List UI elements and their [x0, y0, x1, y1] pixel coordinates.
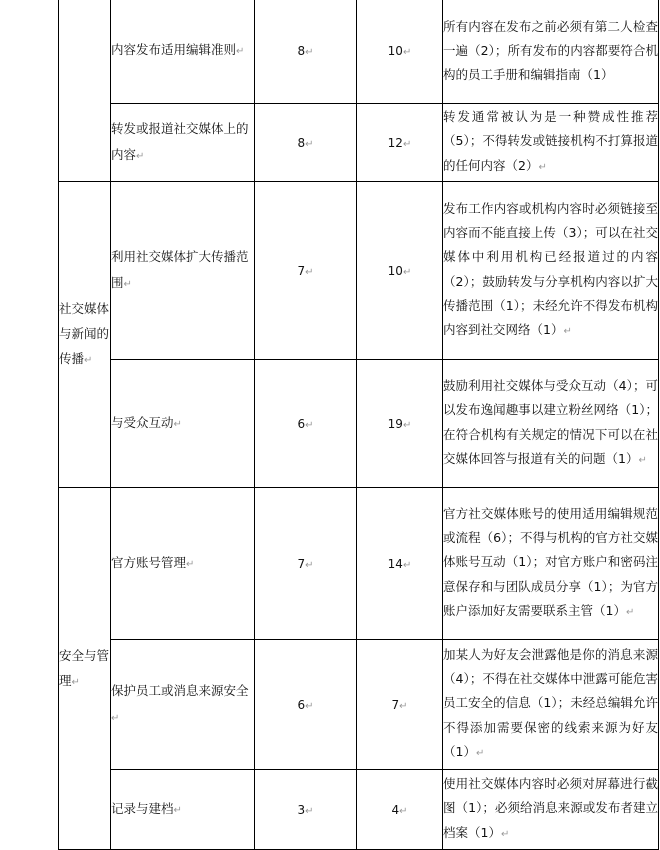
- total-cell: 10↵: [357, 0, 443, 104]
- count-cell: 8↵: [255, 0, 357, 104]
- description-cell: 转发通常被认为是一种赞成性推荐（5）；不得转发或链接机构不打算报道的任何内容（2）↵: [443, 104, 659, 182]
- count-cell: 6↵: [255, 640, 357, 770]
- policy-table: [58, 0, 659, 850]
- description-cell: 发布工作内容或机构内容时必须链接至内容而不能直接上传（3）；可以在社交媒体中利用机构已经报道过的内容（2）；鼓励转发与分享机构内容以扩大传播范围（1）；未经允许不得发布机构内容到社交网络（1）↵: [443, 182, 659, 360]
- description-cell: 官方社交媒体账号的使用适用编辑规范或流程（6）；不得与机构的官方社交媒体账号互动（1）；对官方账户和密码注意保存和与团队成员分享（1）；为官方账户添加好友需要联系主管（1）↵: [443, 488, 659, 640]
- table-row: [59, 640, 659, 770]
- description-cell: 鼓励利用社交媒体与受众互动（4）；可以发布逸闻趣事以建立粉丝网络（1）；在符合机构有关规定的情况下可以在社交媒体回答与报道有关的问题（1）↵: [443, 360, 659, 488]
- table-row: [59, 488, 659, 640]
- total-cell: 10↵: [357, 182, 443, 360]
- table-row: [59, 770, 659, 850]
- total-cell: 12↵: [357, 104, 443, 182]
- total-cell: 14↵: [357, 488, 443, 640]
- count-cell: 8↵: [255, 104, 357, 182]
- subcategory-cell: 利用社交媒体扩大传播范围↵: [111, 182, 255, 360]
- category-cell: [59, 0, 111, 182]
- table-row: [59, 360, 659, 488]
- subcategory-cell: 官方账号管理↵: [111, 488, 255, 640]
- subcategory-cell: 与受众互动↵: [111, 360, 255, 488]
- table-row: [59, 0, 659, 104]
- subcategory-cell: 内容发布适用编辑准则↵: [111, 0, 255, 104]
- total-cell: 7↵: [357, 640, 443, 770]
- count-cell: 6↵: [255, 360, 357, 488]
- table-row: [59, 182, 659, 360]
- description-cell: 所有内容在发布之前必须有第二人检查一遍（2）；所有发布的内容都要符合机构的员工手册和编辑指南（1）: [443, 0, 659, 104]
- description-cell: 使用社交媒体内容时必须对屏幕进行截图（1）；必须给消息来源或发布者建立档案（1）↵: [443, 770, 659, 850]
- count-cell: 3↵: [255, 770, 357, 850]
- table-row: [59, 104, 659, 182]
- subcategory-cell: 转发或报道社交媒体上的内容↵: [111, 104, 255, 182]
- count-cell: 7↵: [255, 488, 357, 640]
- category-cell: 社交媒体与新闻的传播↵: [59, 182, 111, 488]
- subcategory-cell: 记录与建档↵: [111, 770, 255, 850]
- total-cell: 4↵: [357, 770, 443, 850]
- category-cell: 安全与管理↵: [59, 488, 111, 850]
- count-cell: 7↵: [255, 182, 357, 360]
- subcategory-cell: 保护员工或消息来源安全↵: [111, 640, 255, 770]
- description-cell: 加某人为好友会泄露他是你的消息来源（4）；不得在社交媒体中泄露可能危害员工安全的信息（1）；未经总编辑允许不得添加需要保密的线索来源为好友（1）↵: [443, 640, 659, 770]
- total-cell: 19↵: [357, 360, 443, 488]
